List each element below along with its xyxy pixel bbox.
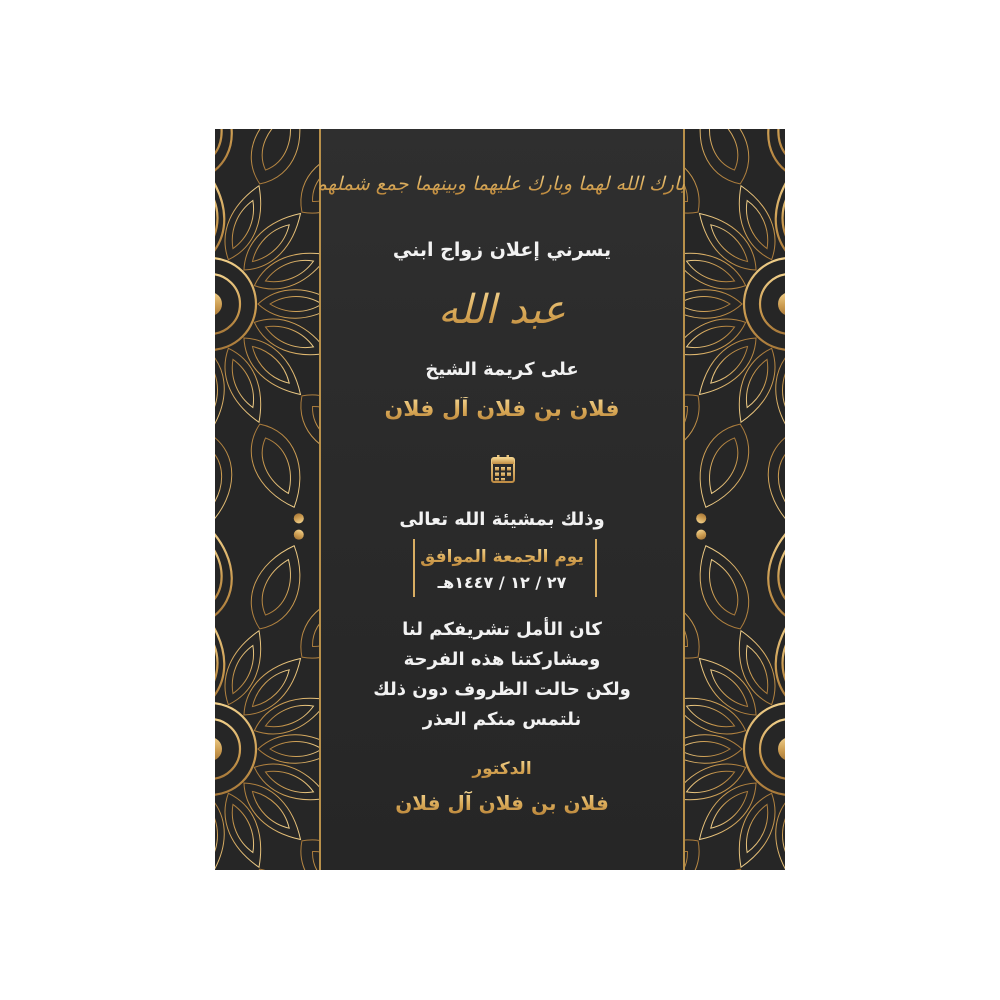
blessing-calligraphy: بارك الله لهما وبارك عليهما وبينهما جمع شملهما في خير bbox=[245, 173, 685, 195]
will-of-god-text: وذلك بمشيئة الله تعالى bbox=[399, 509, 605, 530]
groom-name: عبد الله bbox=[319, 287, 685, 333]
bride-father-name: فلان بن فلان آل فلان bbox=[319, 397, 685, 422]
message-line: ومشاركتنا هذه الفرحة bbox=[403, 649, 601, 670]
day-text: يوم الجمعة الموافق bbox=[319, 547, 685, 567]
announcement-text: يسرني إعلان زواج ابني bbox=[392, 239, 612, 261]
message-line: ولكن حالت الظروف دون ذلك bbox=[373, 679, 631, 700]
calendar-icon bbox=[491, 455, 515, 483]
sender-name: فلان بن فلان آل فلان bbox=[319, 791, 685, 815]
daughter-of-text: على كريمة الشيخ bbox=[425, 359, 579, 380]
message-line: نلتمس منكم العذر bbox=[422, 709, 582, 730]
message-line: كان الأمل تشريفكم لنا bbox=[402, 619, 602, 640]
hijri-date: ٢٧ / ١٢ / ١٤٤٧هـ bbox=[437, 573, 567, 592]
sender-title: الدكتور bbox=[319, 759, 685, 779]
invitation-card bbox=[215, 129, 785, 870]
